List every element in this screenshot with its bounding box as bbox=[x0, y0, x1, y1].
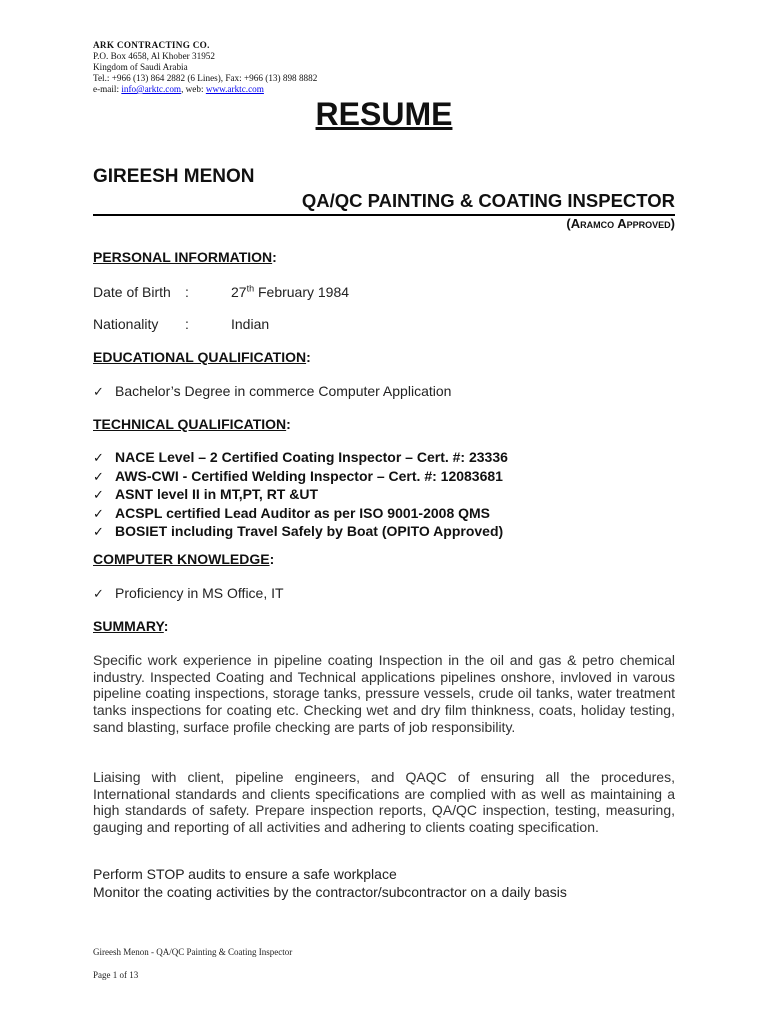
checkmark-icon: ✓ bbox=[93, 469, 104, 485]
candidate-name: GIREESH MENON bbox=[93, 166, 255, 187]
summary-heading: SUMMARY: bbox=[93, 618, 169, 634]
dob-label: Date of Birth bbox=[93, 283, 171, 300]
checkmark-icon: ✓ bbox=[93, 488, 104, 503]
list-item: ✓ ASNT level II in MT,PT, RT &UT bbox=[93, 486, 319, 503]
personal-information-heading: PERSONAL INFORMATION: bbox=[93, 249, 277, 265]
email-link[interactable]: info@arktc.com bbox=[121, 84, 182, 94]
dob-value: 27th February 1984 bbox=[231, 283, 350, 300]
web-label: , web: bbox=[181, 84, 204, 94]
list-item: ✓ Bachelor’s Degree in commerce Computer Application bbox=[93, 383, 452, 400]
company-contact bbox=[93, 84, 317, 95]
summary-paragraph-2: Liaising with client, pipeline engineers, and QAQC of ensuring all the procedures, International standards and clients specifications are complied with as well as maintaining a high standards of safety. Prepare inspection reports, QA/QC inspection, testing, measuring, gauging and reporting of all activities and adhering to clients coating specification. bbox=[93, 769, 675, 836]
email-label: e-mail: bbox=[93, 84, 120, 94]
summary-duties bbox=[93, 865, 675, 901]
footer-page-number: Page 1 of 13 bbox=[93, 970, 139, 980]
computer-knowledge-heading: COMPUTER KNOWLEDGE: bbox=[93, 551, 275, 567]
duty-line: Perform STOP audits to ensure a safe workplace bbox=[93, 866, 397, 882]
checkmark-icon: ✓ bbox=[93, 525, 104, 540]
nationality-value: Indian bbox=[231, 316, 270, 332]
company-address-line-2: Kingdom of Saudi Arabia bbox=[93, 62, 188, 72]
summary-paragraph-1: Specific work experience in pipeline coating Inspection in the oil and gas & petro chemical industry. Inspected Coating and Technical applications pipelines onshore, invloved in varous pipeline coating inspections, storage tanks, pressure vessels, crude oil tanks, water treatment tanks inspections for coating etc. Checking wet and dry film thinkness, coats, holiday testing, sand blasting, surface profile checking are parts of job responsibility. bbox=[93, 652, 675, 735]
company-phone: Tel.: +966 (13) 864 2882 (6 Lines), Fax: +966 (13) 898 8882 bbox=[93, 73, 318, 83]
date-of-birth-row: Date of Birth : 27th February 1984 bbox=[93, 283, 350, 300]
duty-line: Monitor the coating activities by the contractor/subcontractor on a daily basis bbox=[93, 884, 567, 900]
checkmark-icon: ✓ bbox=[93, 506, 104, 522]
technical-qualification-heading: TECHNICAL QUALIFICATION: bbox=[93, 416, 291, 432]
list-item: ✓ NACE Level – 2 Certified Coating Inspector – Cert. #: 23336 bbox=[93, 449, 508, 466]
company-address-line-1: P.O. Box 4658, Al Khober 31952 bbox=[93, 51, 215, 61]
approval-note: (Aramco Approved) bbox=[566, 216, 675, 231]
computer-knowledge-list bbox=[93, 585, 284, 604]
footer-document-title: Gireesh Menon - QA/QC Painting & Coating Inspector bbox=[93, 947, 293, 957]
checkmark-icon: ✓ bbox=[93, 451, 104, 466]
website-link[interactable]: www.arktc.com bbox=[205, 84, 264, 94]
list-item: ✓ Proficiency in MS Office, IT bbox=[93, 585, 284, 602]
job-title: QA/QC PAINTING & COATING INSPECTOR bbox=[301, 190, 675, 211]
list-item: ✓ BOSIET including Travel Safely by Boat (OPITO Approved) bbox=[93, 523, 504, 540]
list-item: ✓ ACSPL certified Lead Auditor as per ISO 9001-2008 QMS bbox=[93, 504, 491, 522]
company-name: ARK CONTRACTING CO. bbox=[93, 40, 210, 50]
list-item: ✓ AWS-CWI - Certified Welding Inspector – Cert. #: 12083681 bbox=[93, 467, 503, 485]
nationality-row: Nationality : Indian bbox=[93, 316, 270, 332]
technical-qualification-list bbox=[93, 449, 508, 542]
education-heading: EDUCATIONAL QUALIFICATION: bbox=[93, 349, 311, 365]
education-list bbox=[93, 383, 451, 402]
checkmark-icon: ✓ bbox=[93, 385, 104, 400]
resume-title: RESUME bbox=[315, 96, 453, 132]
nationality-label: Nationality bbox=[93, 316, 159, 332]
checkmark-icon: ✓ bbox=[93, 587, 104, 602]
company-header bbox=[93, 40, 317, 95]
